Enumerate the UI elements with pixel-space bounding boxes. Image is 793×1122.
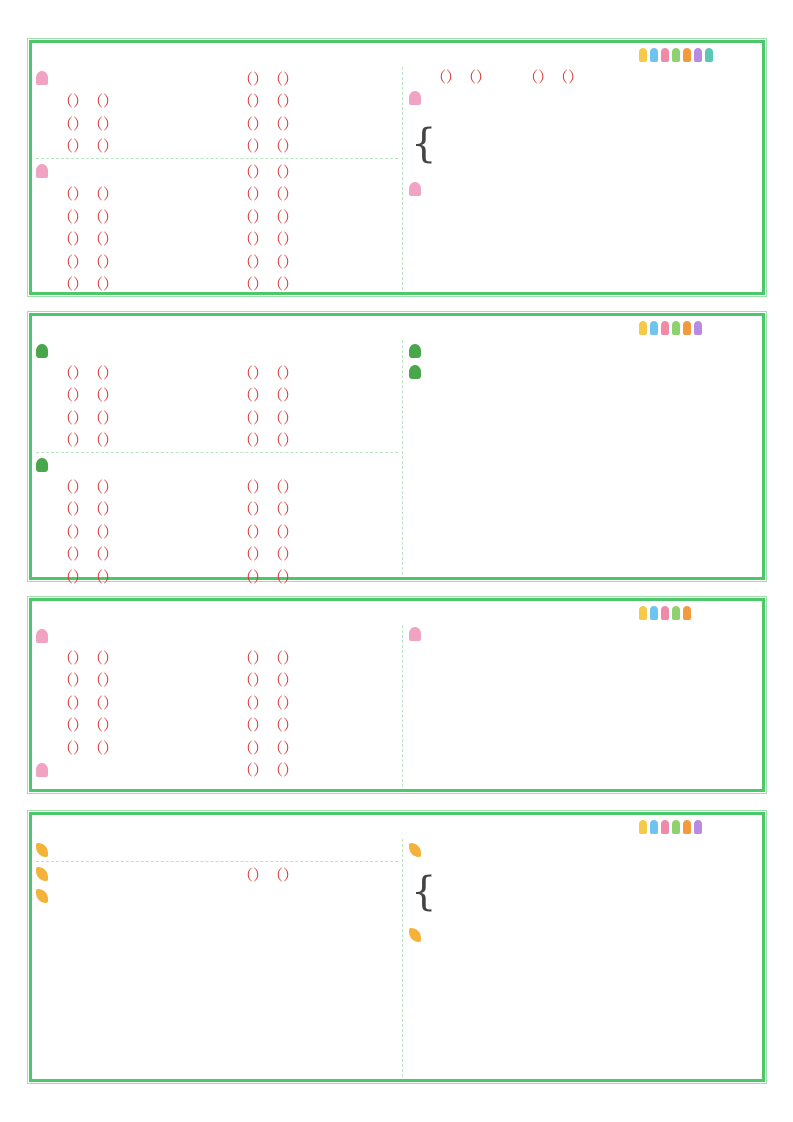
leaf-icon xyxy=(409,843,421,857)
word-groups xyxy=(36,839,398,1077)
cartoon-kid-icon xyxy=(683,820,691,834)
word-row: （） （） （） （） xyxy=(58,693,299,712)
cartoon-kid-icon xyxy=(661,321,669,335)
leaf-icon xyxy=(36,867,48,881)
flower-icon xyxy=(36,763,48,777)
word-row: （） （） （） （） xyxy=(58,185,299,204)
lesson-card-4 xyxy=(29,812,765,1082)
lesson-card-3 xyxy=(29,598,765,792)
cartoon-kid-icon xyxy=(639,606,647,620)
cartoon-kid-icon xyxy=(672,606,680,620)
lesson-card-1 xyxy=(29,40,765,295)
flower-icon xyxy=(36,629,48,643)
section-heading xyxy=(409,340,758,361)
lesson-card-2 xyxy=(29,313,765,586)
knowledge-badge xyxy=(614,45,754,65)
row: （） （） xyxy=(36,759,398,782)
section-heading xyxy=(36,161,216,182)
cartoon-kid-icon xyxy=(661,48,669,62)
cartoon-kid-icon xyxy=(694,48,702,62)
row: （） （） （） （） xyxy=(431,67,584,86)
word-row: （） （） （） （） xyxy=(58,648,299,667)
word-groups xyxy=(36,340,398,586)
row: （） （） xyxy=(36,67,398,90)
section-heading xyxy=(36,759,216,780)
flower-icon xyxy=(36,164,48,178)
word-row: （） （） （） （） xyxy=(58,522,299,541)
section-heading xyxy=(36,886,398,907)
section-heading xyxy=(36,625,398,646)
flower-icon xyxy=(409,182,421,196)
cartoon-kid-icon xyxy=(672,321,680,335)
word-row: （） （） （） （） xyxy=(58,545,299,564)
tree-icon xyxy=(36,458,48,472)
section-heading xyxy=(36,340,398,361)
cartoon-kid-icon xyxy=(650,820,658,834)
word-row: （） （） （） （） xyxy=(58,716,299,735)
knowledge-badge xyxy=(614,603,754,623)
word-row: （） （） （） （） xyxy=(58,230,299,249)
cartoon-kid-icon xyxy=(672,48,680,62)
word-row: （） （） （） （） xyxy=(58,500,299,519)
word-row: （） （） （） （） xyxy=(58,207,299,226)
tree-icon xyxy=(36,344,48,358)
cartoon-kid-icon xyxy=(650,606,658,620)
section-heading xyxy=(409,839,758,860)
word-groups xyxy=(36,67,398,294)
tree-icon xyxy=(409,365,421,379)
side-panel xyxy=(402,340,758,575)
section-heading xyxy=(36,839,398,860)
leaf-icon xyxy=(409,928,421,942)
polyphone: { xyxy=(411,869,437,915)
cartoon-kid-icon xyxy=(683,606,691,620)
word-row: （） （） （） （） xyxy=(58,408,299,427)
row: （） （） xyxy=(36,160,398,183)
word-row: （） （） （） （） xyxy=(58,275,299,294)
flower-icon xyxy=(409,91,421,105)
side-panel xyxy=(402,839,758,1077)
section-heading xyxy=(36,864,216,885)
word-row: （） （） （） （） xyxy=(58,738,299,757)
side-panel xyxy=(402,625,758,787)
section-heading xyxy=(409,924,758,945)
cartoon-kid-icon xyxy=(639,48,647,62)
cartoon-kid-icon xyxy=(639,820,647,834)
cartoon-kid-icon xyxy=(672,820,680,834)
cartoon-kid-icon xyxy=(694,321,702,335)
word-row: （） （） （） （） xyxy=(58,567,299,586)
cartoon-kid-icon xyxy=(705,48,713,62)
flower-icon xyxy=(36,71,48,85)
word-row: （） （） （） （） xyxy=(58,431,299,450)
cartoon-kid-icon xyxy=(650,321,658,335)
word-row: （） （） （） （） xyxy=(58,92,299,111)
word-row: （） （） （） （） xyxy=(58,252,299,271)
cartoon-kid-icon xyxy=(683,321,691,335)
section-heading xyxy=(409,361,758,382)
section-heading xyxy=(409,623,758,644)
tree-icon xyxy=(409,344,421,358)
word-row: （） （） （） （） xyxy=(58,477,299,496)
polyphone: { xyxy=(411,120,437,167)
leaf-icon xyxy=(36,889,48,903)
knowledge-badge xyxy=(614,817,754,837)
section-heading xyxy=(36,454,398,475)
word-groups xyxy=(36,625,398,787)
word-row: （） （） （） （） xyxy=(58,137,299,156)
cartoon-kid-icon xyxy=(650,48,658,62)
leaf-icon xyxy=(36,843,48,857)
knowledge-badge xyxy=(614,318,754,338)
flower-icon xyxy=(409,627,421,641)
section-heading xyxy=(409,88,758,109)
cartoon-kid-icon xyxy=(661,820,669,834)
word-row: （） （） （） （） xyxy=(58,386,299,405)
row: （） （） xyxy=(36,863,398,886)
section-heading xyxy=(36,68,216,89)
cartoon-kid-icon xyxy=(661,606,669,620)
word-row: （） （） （） （） xyxy=(58,114,299,133)
section-heading xyxy=(409,179,758,200)
word-row: （） （） （） （） xyxy=(58,363,299,382)
badge-text xyxy=(614,51,636,60)
word-row: （） （） （） （） xyxy=(58,671,299,690)
cartoon-kid-icon xyxy=(639,321,647,335)
cartoon-kid-icon xyxy=(694,820,702,834)
cartoon-kid-icon xyxy=(683,48,691,62)
side-panel xyxy=(402,67,758,290)
